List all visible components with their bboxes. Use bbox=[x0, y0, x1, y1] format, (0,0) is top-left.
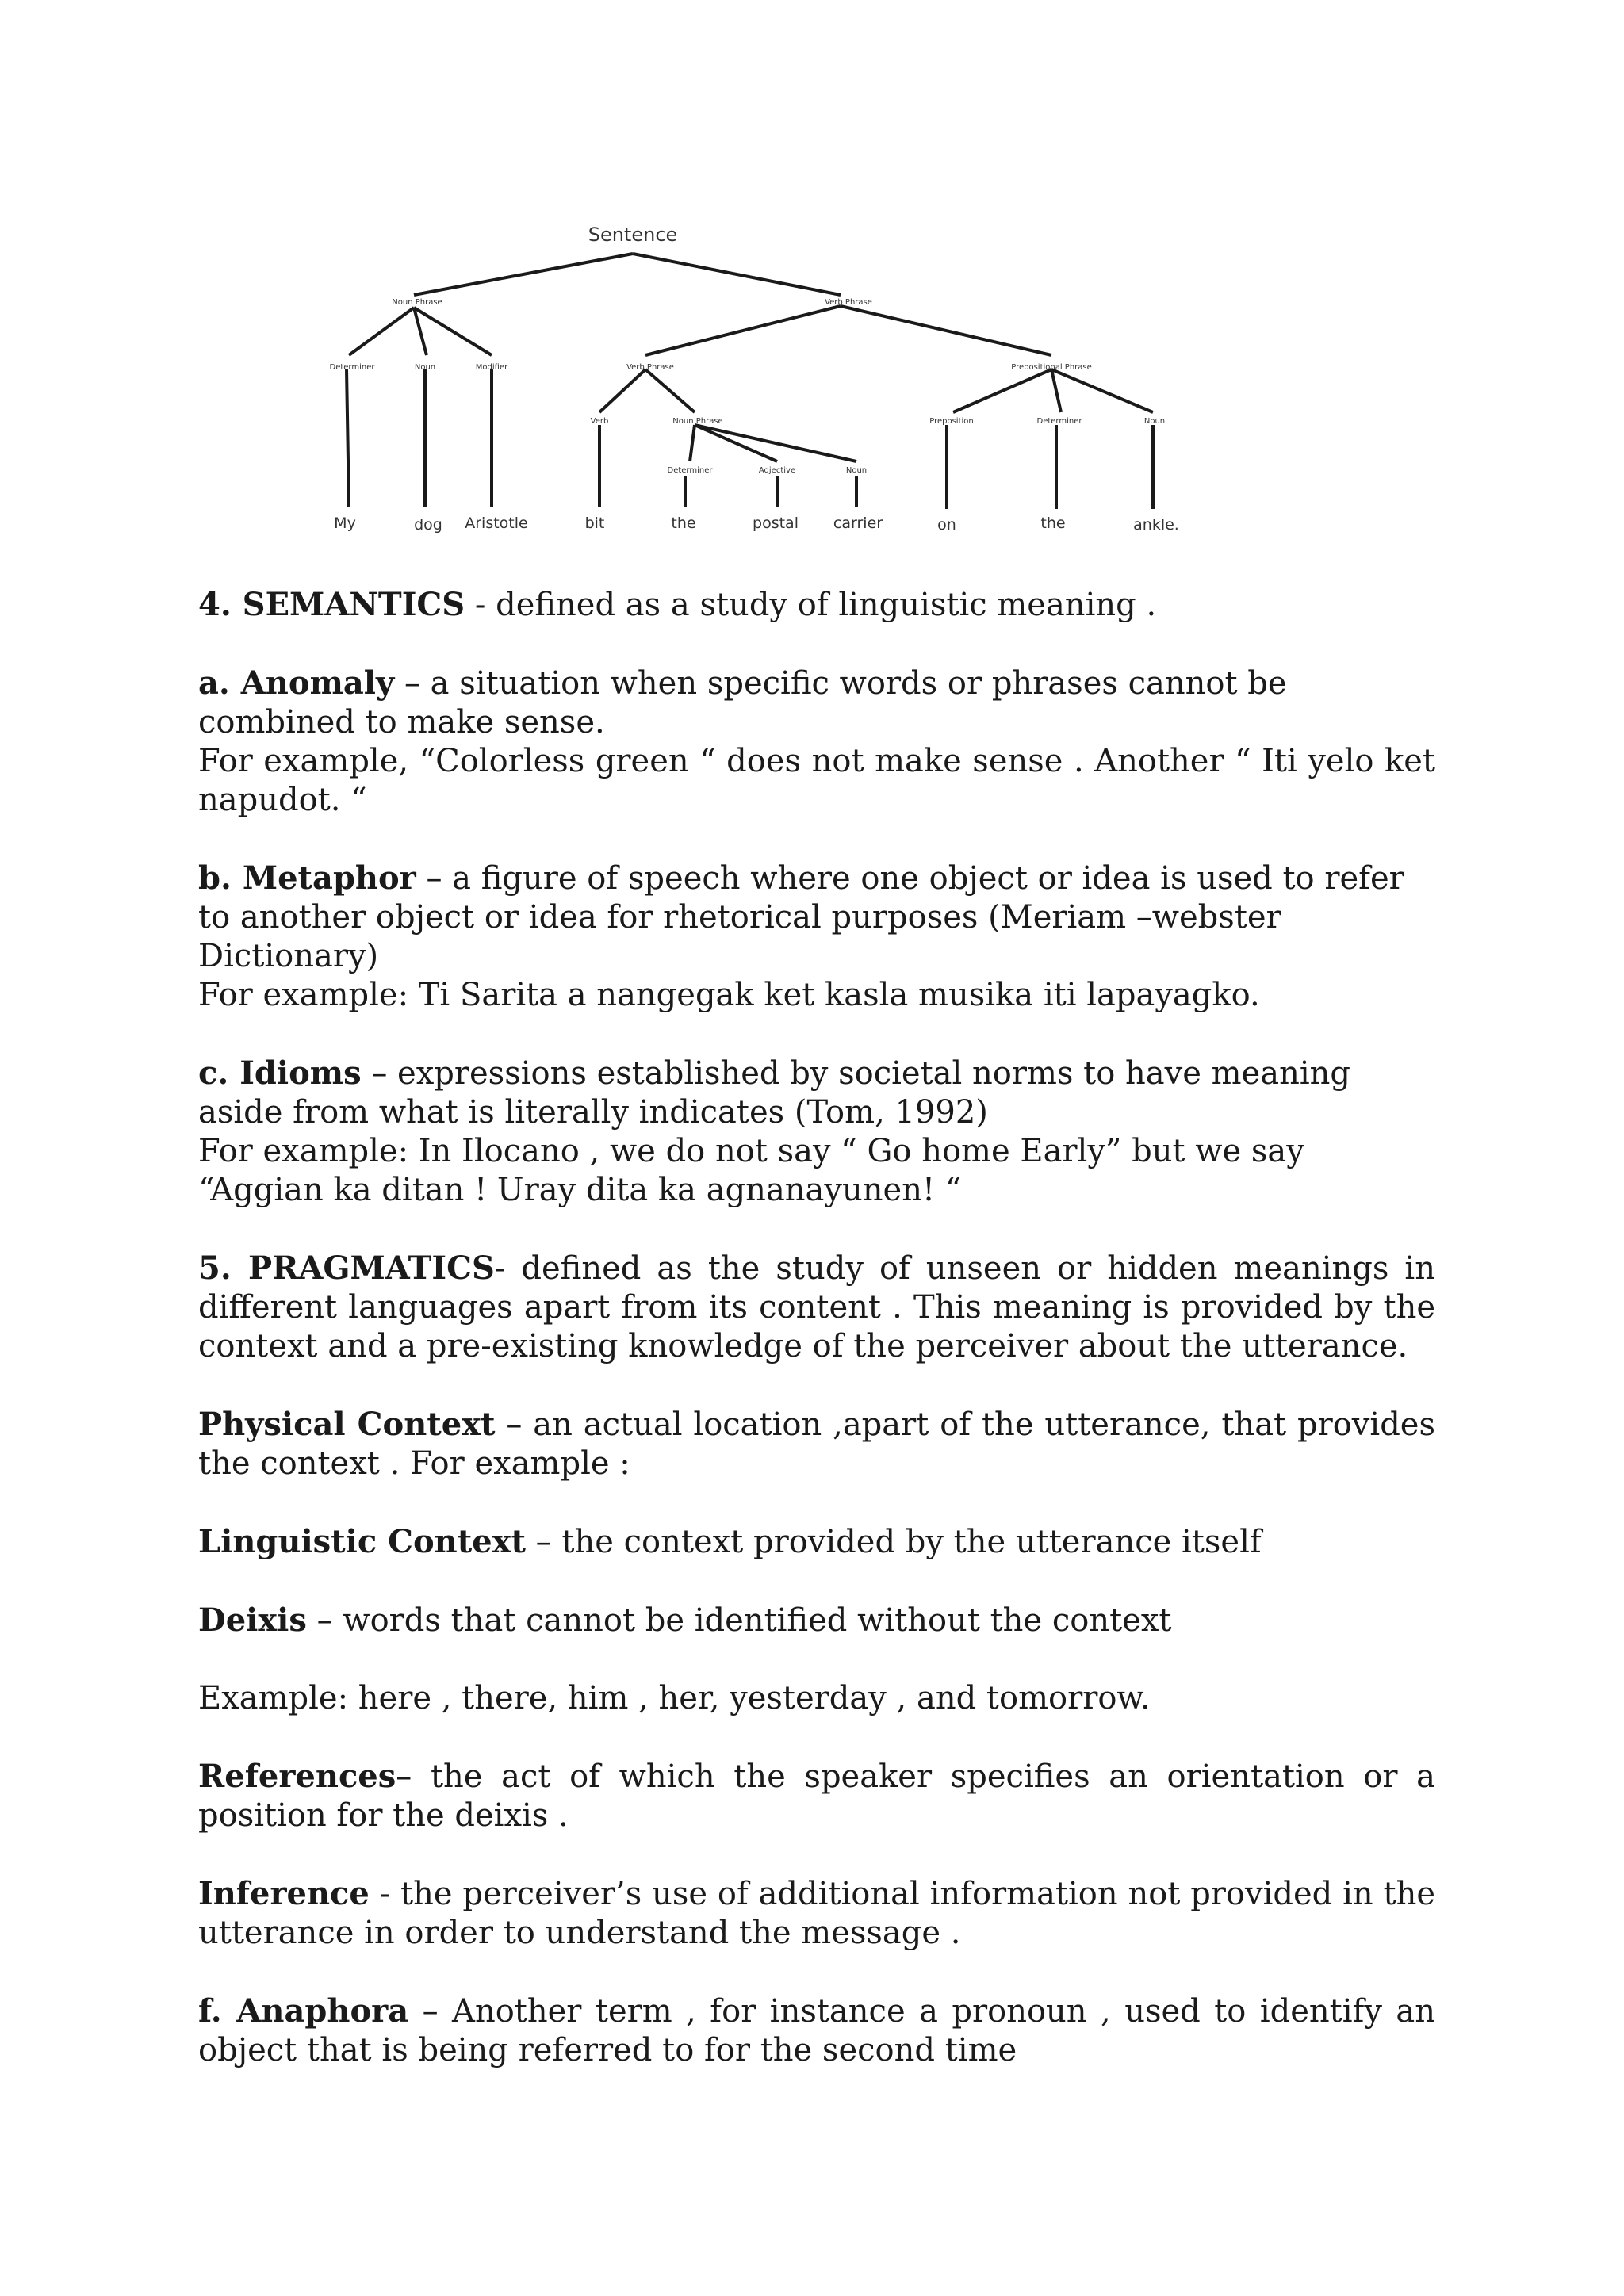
tree-node-verb: Verb bbox=[590, 417, 609, 426]
tree-node-prepositional-phrase: Prepositional Phrase bbox=[1011, 363, 1092, 372]
term-anaphora: f. Anaphora bbox=[198, 1992, 409, 2030]
paragraph-pragmatics bbox=[198, 1249, 1435, 1366]
tree-word-postal: postal bbox=[753, 515, 799, 532]
branch-pp-prep bbox=[953, 369, 1051, 412]
example-idioms-1: For example: In Ilocano , we do not say “ Go home Early” but we say bbox=[198, 1133, 1304, 1169]
tree-word-carrier: carrier bbox=[833, 515, 883, 532]
definition-anomaly: – a situation when specific words or phrases cannot be combined to make sense. bbox=[198, 665, 1287, 740]
tree-word-on: on bbox=[937, 516, 956, 534]
term-physical-context: Physical Context bbox=[198, 1406, 496, 1443]
example-metaphor: For example: Ti Sarita a nangegak ket kasla musika iti lapayagko. bbox=[198, 977, 1260, 1013]
tree-node-noun-phrase-inner: Noun Phrase bbox=[672, 417, 723, 426]
tree-word-my: My bbox=[334, 515, 356, 532]
paragraph-anomaly bbox=[198, 664, 1435, 820]
term-idioms: c. Idioms bbox=[198, 1054, 362, 1092]
tree-node-determiner-pp: Determiner bbox=[1036, 417, 1082, 426]
definition-physical-context: – an actual location ,apart of the utterance, that provides the context . For example : bbox=[198, 1406, 1435, 1482]
tree-node-preposition: Preposition bbox=[929, 417, 974, 426]
sentence-tree-diagram bbox=[301, 214, 1205, 547]
branch-npi-det bbox=[690, 425, 695, 461]
paragraph-linguistic-context bbox=[198, 1522, 1435, 1562]
term-deixis: Deixis bbox=[198, 1601, 307, 1639]
definition-linguistic-context: – the context provided by the utterance itself bbox=[525, 1524, 1262, 1560]
tree-node-modifier: Modifier bbox=[475, 363, 508, 372]
tree-word-the-1: the bbox=[671, 515, 696, 532]
tree-node-noun-pp: Noun bbox=[1143, 417, 1166, 426]
branch-npi-noun bbox=[695, 425, 856, 461]
tree-node-noun: Noun bbox=[414, 363, 436, 372]
tree-node-determiner: Determiner bbox=[329, 363, 375, 372]
tree-node-verb-phrase-inner: Verb Phrase bbox=[626, 363, 674, 372]
definition-references: – the act of which the speaker specifies an orientation or a position for the deixis . bbox=[198, 1758, 1435, 1834]
term-references: References bbox=[198, 1758, 396, 1795]
paragraph-references bbox=[198, 1757, 1435, 1835]
tree-node-noun-phrase: Noun Phrase bbox=[392, 298, 442, 307]
definition-deixis: – words that cannot be identified without the context bbox=[306, 1602, 1172, 1639]
example-idioms-2: “Aggian ka ditan ! Uray dita ka agnanayunen! “ bbox=[198, 1172, 962, 1208]
paragraph-physical-context bbox=[198, 1405, 1435, 1483]
paragraph-deixis bbox=[198, 1601, 1435, 1640]
paragraph-idioms bbox=[198, 1054, 1435, 1210]
tree-node-noun-np: Noun bbox=[845, 466, 868, 475]
branch-vp-pp bbox=[841, 306, 1051, 355]
stem-determiner bbox=[347, 369, 349, 507]
branch-s-vp bbox=[633, 254, 841, 295]
tree-word-aristotle: Aristotle bbox=[465, 515, 528, 532]
tree-node-determiner-np: Determiner bbox=[667, 466, 713, 475]
branch-npi-adj bbox=[695, 425, 777, 461]
tree-node-sentence: Sentence bbox=[588, 224, 678, 246]
definition-anaphora: – Another term , for instance a pronoun , used to identify an object that is being referred to for the second time bbox=[198, 1993, 1436, 2068]
paragraph-inference bbox=[198, 1874, 1435, 1953]
branch-s-np bbox=[414, 254, 633, 295]
definition-idioms: – expressions established by societal norms to have meaning aside from what is literally indicates (Tom, 1992) bbox=[198, 1055, 1350, 1131]
paragraph-deixis-example: Example: here , there, him , her, yesterday , and tomorrow. bbox=[198, 1680, 1151, 1716]
tree-word-the-2: the bbox=[1040, 515, 1066, 532]
tree-node-verb-phrase: Verb Phrase bbox=[825, 298, 872, 307]
tree-word-bit: bit bbox=[584, 515, 605, 532]
branch-vpi-verb bbox=[599, 369, 645, 412]
term-anomaly: a. Anomaly bbox=[198, 664, 395, 702]
term-linguistic-context: Linguistic Context bbox=[198, 1523, 526, 1560]
tree-word-dog: dog bbox=[414, 516, 442, 534]
term-pragmatics: 5. PRAGMATICS bbox=[198, 1249, 495, 1287]
tree-word-ankle: ankle. bbox=[1133, 516, 1179, 534]
tree-node-adjective: Adjective bbox=[758, 466, 796, 475]
definition-inference: - the perceiver’s use of additional information not provided in the utterance in order to understand the message . bbox=[198, 1876, 1435, 1951]
tree-branches bbox=[347, 254, 1153, 509]
term-semantics: 4. SEMANTICS bbox=[198, 586, 465, 623]
definition-metaphor: – a figure of speech where one object or idea is used to refer to another object or idea for rhetorical purposes (Meriam –webster Dictionary) bbox=[198, 860, 1404, 974]
term-metaphor: b. Metaphor bbox=[198, 859, 416, 897]
paragraph-anaphora bbox=[198, 1992, 1435, 2070]
branch-vp-vp bbox=[645, 306, 841, 355]
example-anomaly: For example, “Colorless green “ does not make sense . Another “ Iti yelo ket napudot. “ bbox=[198, 743, 1435, 818]
definition-pragmatics: - defined as the study of unseen or hidden meanings in different languages apart from its content . This meaning is provided by the context and a pre-existing knowledge of the perceiver about the utterance. bbox=[198, 1250, 1435, 1364]
definition-semantics: - defined as a study of linguistic meaning . bbox=[465, 587, 1157, 623]
paragraph-semantics bbox=[198, 585, 1435, 625]
term-inference: Inference bbox=[198, 1875, 370, 1912]
branch-np-det bbox=[349, 308, 414, 355]
branch-pp-det bbox=[1051, 369, 1061, 412]
branch-vpi-np bbox=[645, 369, 695, 412]
paragraph-metaphor bbox=[198, 859, 1435, 1015]
document-body bbox=[198, 585, 1435, 2109]
branch-pp-noun bbox=[1051, 369, 1153, 412]
